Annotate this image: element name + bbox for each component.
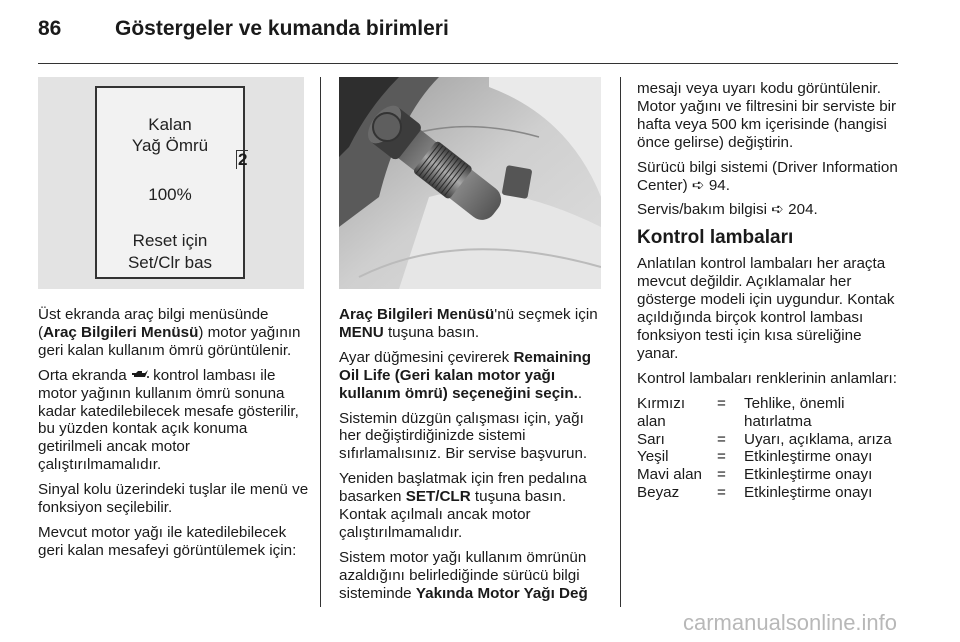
text: Sistem motor yağı kullanım ömrünün azaldığını belirlediğinde sürücü bilgi sisteminde [339,548,587,602]
table-row [637,395,907,431]
paragraph: Sinyal kolu üzerindeki tuşlar ile menü ve fonksiyon seçilebilir. [38,481,309,517]
paragraph: Anlatılan kontrol lambaları her araçta mevcut değildir. Açıklamalar her gösterge modeli için uygundur. Kontak açıldığında birçok kontrol lambası fonksiyon testi için kısa süreliğine yanar. [637,255,895,362]
page-reference-link[interactable]: 204. [788,201,818,219]
section-heading: Kontrol lambaları [637,227,794,249]
color-legend-table [637,395,907,502]
display-line-reset: Reset için [132,231,208,250]
bold-text: MENU [339,323,384,341]
table-row [637,448,907,466]
table-row [637,431,907,449]
legend-color: Kırmızı alan [637,394,686,430]
text: Yeniden başlatmak için fren pedalına basarken [339,470,587,506]
display-line-percent: 100% [148,185,192,204]
text: tuşuna basın. [383,323,480,341]
paragraph: Mevcut motor yağı ile katedilebilecek geri kalan mesafeyi görüntülemek için: [38,523,297,559]
column-divider [320,77,321,607]
text: Orta ekranda [38,366,131,384]
turn-signal-lever-photo [339,77,601,289]
column-2 [339,306,607,610]
bold-text: Remaining Oil Life (Geri kalan motor yağı kullanım ömrü) seçeneğini seçin. [339,348,592,402]
text: Ayar düğmesini çevirerek [339,348,514,366]
column-1 [38,306,310,567]
text: Üst ekranda araç bilgi menüsünde ( [38,306,269,341]
text: tuşuna basın. Kontak açılmalı ancak motor çalıştırılmamalıdır. [339,488,567,541]
table-row [637,466,907,484]
paragraph [637,159,907,195]
paragraph: Kontrol lambaları renklerinin anlamları: [637,369,897,387]
page-reference-link[interactable]: 94. [708,176,730,194]
page-reference-arrow-icon: ➪ [771,201,784,219]
legend-meaning: Tehlike, önemli hatırlatma [744,394,845,430]
header-rule [38,63,898,64]
legend-equals: = [717,394,726,412]
paragraph [38,367,310,474]
figure-number: 2 [238,150,248,169]
legend-equals: = [717,484,726,502]
page-title: Göstergeler ve kumanda birimleri [115,17,449,40]
display-screen [95,86,245,279]
table-row [637,484,907,502]
display-line-remaining: Kalan [148,115,192,134]
text: 'nü seçmek için [494,306,598,323]
legend-meaning: Etkinleştirme onayı [744,484,873,502]
legend-meaning: Uyarı, açıklama, arıza [744,430,892,448]
legend-meaning: Etkinleştirme onayı [744,466,873,484]
bold-text: Yakında Motor Yağı Değ [415,584,588,602]
paragraph [339,349,607,403]
display-line-setclr: Set/Clr bas [127,253,213,272]
oil-can-icon [131,367,149,385]
legend-color: Yeşil [637,448,669,466]
text: Servis/bakım bilgisi [637,201,772,219]
column-3 [637,80,907,502]
text: kontrol lambası ile motor yağının kullanım ömrü sonuna kadar katedilebilecek mesafe gösterilir, bu yüzden kontak açık konuma getirilmeli ancak motor çalıştırılmamalıdır. [38,366,299,474]
text: Sürücü bilgi sistemi (Driver Information Center) [637,158,898,194]
column-divider [620,77,621,607]
legend-color: Mavi alan [637,466,702,484]
bold-text: Araç Bilgileri Menüsü [339,306,495,323]
legend-meaning: Etkinleştirme onayı [744,448,873,466]
paragraph [339,470,607,542]
bold-text: Araç Bilgileri Menüsü [43,323,199,341]
bold-text: SET/CLR [405,488,471,506]
legend-equals: = [717,466,726,484]
paragraph [637,201,907,219]
legend-color: Sarı [637,430,665,448]
paragraph: Sistemin düzgün çalışması için, yağı her değiştirdiğinizde sistemi sıfırlamalısınız. Bir servise başvurun. [339,409,588,463]
display-line-oil-life: Yağ Ömrü [131,136,209,155]
oil-life-display-figure [38,77,304,289]
legend-color: Beyaz [637,484,680,502]
text: ) motor yağının geri kalan kullanım ömrü görüntülenir. [38,323,301,359]
watermark: carmanualsonline.info [683,610,898,635]
paragraph [339,549,607,603]
legend-equals: = [717,430,726,448]
page-reference-arrow-icon: ➪ [691,176,705,194]
page-number: 86 [38,17,62,40]
paragraph [339,306,607,342]
paragraph [38,306,310,360]
text: . [577,384,583,402]
legend-equals: = [717,448,726,466]
paragraph: mesajı veya uyarı kodu görüntülenir. Motor yağını ve filtresini bir serviste bir hafta veya 500 km içerisinde (hangisi önce gelirse) değiştirin. [637,80,897,151]
